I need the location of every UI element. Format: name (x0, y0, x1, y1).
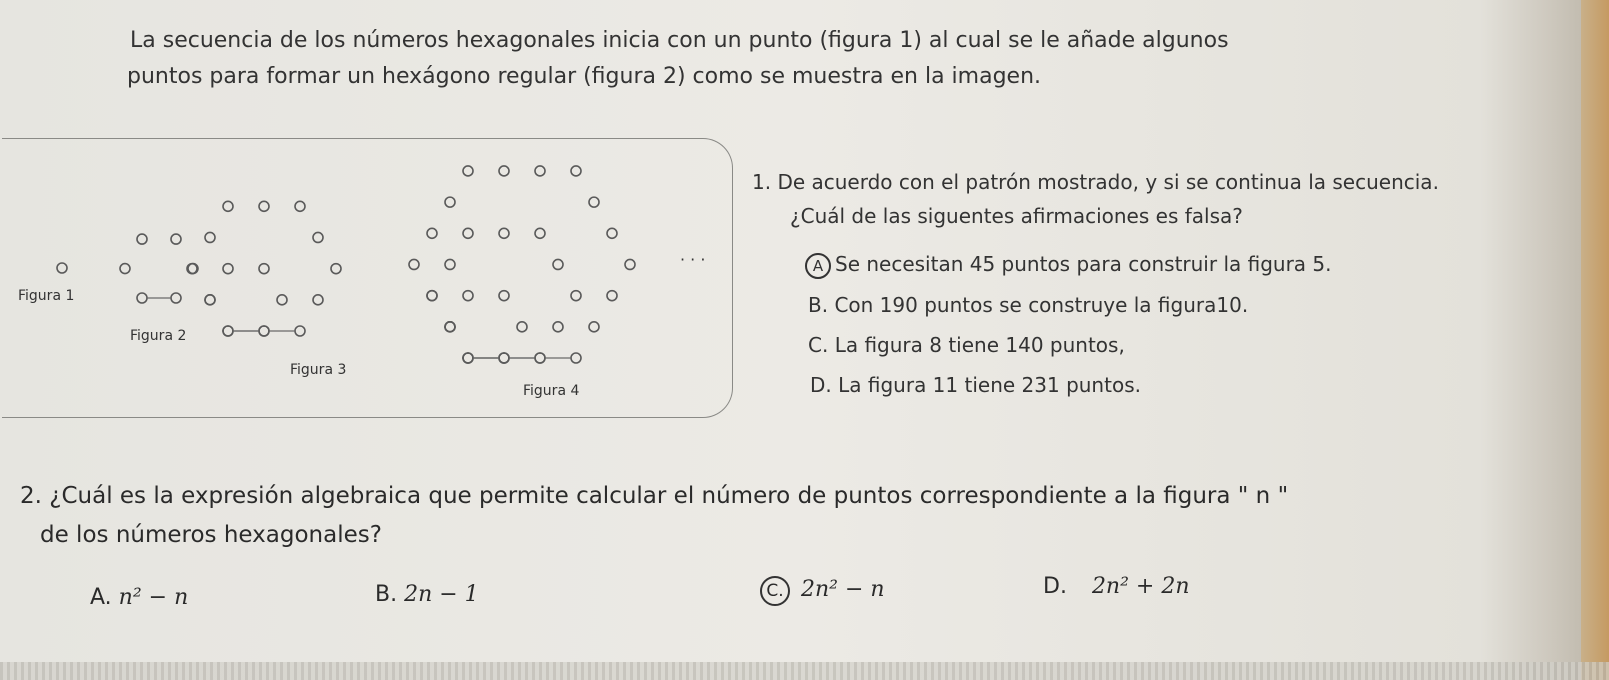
figure-4-dot (463, 228, 473, 238)
figure-4-dot (589, 322, 599, 332)
figure-4-dot (535, 228, 545, 238)
q1-option-b-letter: B. (808, 293, 829, 317)
figure-3-dot (331, 264, 341, 274)
q2-option-c-expr: 2n² − n (801, 577, 885, 602)
figure-4-dot (535, 166, 545, 176)
figure-2-dot (137, 293, 147, 303)
intro-line-1: La secuencia de los números hexagonales inicia con un punto (figura 1) al cual se le añade algunos (130, 28, 1229, 53)
figure-3-label: Figura 3 (290, 362, 347, 378)
figure-4-dot (445, 197, 455, 207)
figure-3-dot (205, 232, 215, 242)
q1-option-d-letter: D. (810, 373, 832, 397)
figure-2-dot (171, 234, 181, 244)
figure-3-dot (313, 232, 323, 242)
figure-2-dot (120, 264, 130, 274)
figure-3-dot (295, 326, 305, 336)
figure-4-dot (535, 353, 545, 363)
figure-3-dot (223, 264, 233, 274)
figure-4-dot (571, 353, 581, 363)
figure-3-dot (205, 295, 215, 305)
figure-1-label: Figura 1 (18, 288, 75, 304)
figure-2-label: Figura 2 (130, 328, 187, 344)
q2-option-c-letter: C. (760, 576, 790, 606)
figure-3-dot (313, 295, 323, 305)
q2-option-d-letter: D. (1043, 574, 1067, 599)
figure-3-dot (259, 201, 269, 211)
figure-1-dot (57, 263, 67, 273)
figure-4-dot (409, 259, 419, 269)
q2-option-a-letter: A. (90, 585, 112, 610)
figure-4-dot (499, 291, 509, 301)
figure-3-dot (295, 201, 305, 211)
q1-option-b[interactable] (808, 293, 1248, 317)
figure-4-dot (553, 259, 563, 269)
question-1-line-1: 1. De acuerdo con el patrón mostrado, y si se continua la secuencia. (752, 170, 1439, 194)
figure-4-dot (553, 322, 563, 332)
question-1-line-2: ¿Cuál de las siguentes afirmaciones es falsa? (790, 204, 1243, 228)
figure-4-dot (445, 259, 455, 269)
q2-option-d-expr: 2n² + 2n (1091, 574, 1190, 599)
figure-4-dot (607, 291, 617, 301)
desk-edge (1581, 0, 1609, 680)
figure-3-dot (259, 326, 269, 336)
figure-4-dot (571, 166, 581, 176)
figure-4-dot (427, 228, 437, 238)
q1-option-c-text: La figura 8 tiene 140 puntos, (834, 333, 1125, 357)
figure-4-dot (463, 353, 473, 363)
figure-2-dot (137, 234, 147, 244)
figure-4-dot (427, 291, 437, 301)
q2-option-d[interactable] (1043, 574, 1190, 599)
question-2-line-2: de los números hexagonales? (40, 522, 382, 548)
q1-option-a-text: Se necesitan 45 puntos para construir la figura 5. (835, 252, 1332, 276)
hexagonal-figures (0, 0, 760, 430)
q1-option-c-letter: C. (808, 333, 829, 357)
q2-option-a[interactable] (90, 585, 188, 610)
bottom-torn-strip (0, 662, 1609, 680)
figure-4-dot (607, 228, 617, 238)
q2-option-b-expr: 2n − 1 (404, 582, 479, 607)
figure-3-dot (223, 201, 233, 211)
q2-option-b-letter: B. (375, 582, 398, 607)
figure-4-dot (625, 259, 635, 269)
figure-4-dot (499, 353, 509, 363)
q1-option-a[interactable] (805, 252, 1332, 279)
figure-4-dot (571, 291, 581, 301)
q1-option-b-text: Con 190 puntos se construye la figura10. (834, 293, 1249, 317)
q1-option-d[interactable] (810, 373, 1141, 397)
q2-option-c[interactable] (760, 576, 885, 606)
figure-3-dot (259, 264, 269, 274)
question-2-line-1: 2. ¿Cuál es la expresión algebraica que permite calcular el número de puntos correspondiente a la figura " n " (20, 483, 1289, 509)
q1-option-a-letter: A (805, 253, 831, 279)
q1-option-d-text: La figura 11 tiene 231 puntos. (838, 373, 1141, 397)
q2-option-a-expr: n² − n (118, 585, 189, 610)
figure-4-dot (499, 166, 509, 176)
figure-4-dot (445, 322, 455, 332)
figure-4-dot (463, 291, 473, 301)
figure-4-dot (499, 228, 509, 238)
q1-option-c[interactable] (808, 333, 1125, 357)
figure-3-dot (223, 326, 233, 336)
figure-2-dot (171, 293, 181, 303)
sequence-ellipsis: · · · (680, 250, 706, 269)
figure-4-label: Figura 4 (523, 383, 580, 399)
figure-4-dot (589, 197, 599, 207)
intro-line-2: puntos para formar un hexágono regular (figura 2) como se muestra en la imagen. (127, 64, 1042, 89)
figure-4-dot (517, 322, 527, 332)
figure-3-dot (277, 295, 287, 305)
figure-4-dot (463, 166, 473, 176)
q2-option-b[interactable] (375, 582, 479, 607)
